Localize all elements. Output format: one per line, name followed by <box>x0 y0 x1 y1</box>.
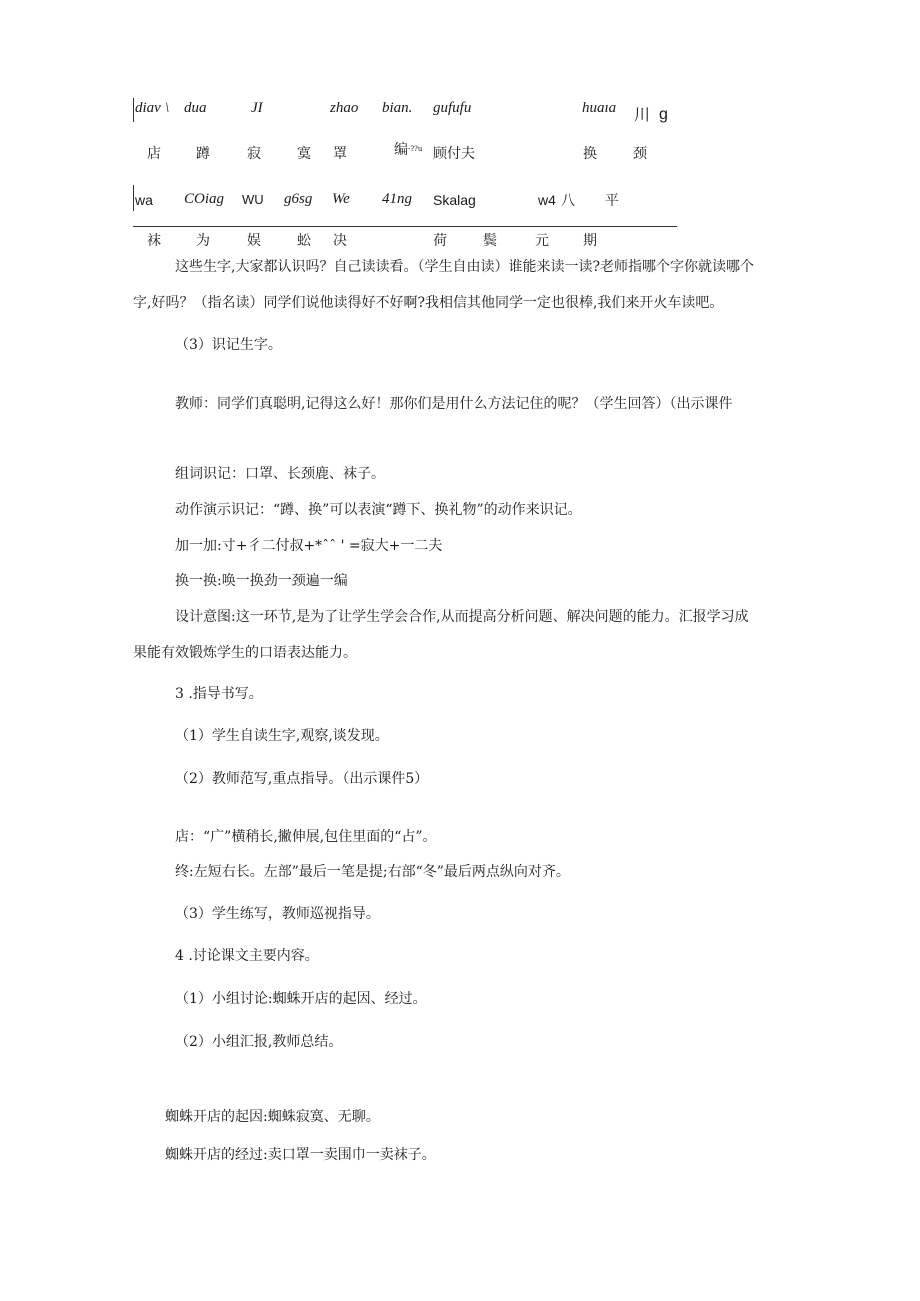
pinyin-cell: JI <box>251 100 263 116</box>
paragraph: （3）学生练写，教师巡视指导。 <box>175 906 380 922</box>
paragraph: 店：“广”横稍长,撇伸展,包住里面的“占”。 <box>175 829 437 845</box>
paragraph: 换一换:唤一换劲一颈遍一编 <box>175 573 348 589</box>
paragraph: 教师：同学们真聪明,记得这么好！那你们是用什么方法记住的呢？（学生回答）（出示课件 <box>175 396 733 412</box>
paragraph: 这些生字,大家都认识吗？自己读读看。（学生自由读）谁能来读一读?老师指哪个字你就读哪个 <box>175 259 754 275</box>
pinyin-cell: dua <box>184 100 207 116</box>
hanzi-cell: 鬓 <box>483 233 497 249</box>
table-left-border <box>133 98 134 122</box>
hanzi-cell: 寂 <box>247 146 261 162</box>
paragraph: 组词识记：口罩、长颈鹿、袜子。 <box>175 466 385 482</box>
paragraph: 蜘蛛开店的起因:蜘蛛寂寞、无聊。 <box>165 1109 380 1125</box>
hanzi-cell: 寞 <box>297 146 311 162</box>
table-left-border <box>133 185 134 211</box>
pinyin-cell: w4 <box>538 192 556 208</box>
section-heading: 3 .指导书写。 <box>175 686 263 702</box>
pinyin-cell: huaıa <box>582 100 617 116</box>
hanzi-cell: 期 <box>583 233 597 249</box>
paragraph: 加一加:寸+彳二付叔+*ˆˆ ' =寂大+一二夫 <box>175 538 443 554</box>
paragraph: 蜘蛛开店的经过:卖口罩一卖围巾一卖袜子。 <box>165 1147 436 1163</box>
hanzi-cell: 颈 <box>633 146 647 162</box>
pinyin-cell: g6sg <box>284 191 313 207</box>
hanzi-cell: 元 <box>535 233 549 249</box>
pinyin-cell: gufufu <box>433 100 472 116</box>
pinyin-cell: COiag <box>184 191 225 207</box>
hanzi-cell: 换 <box>583 146 597 162</box>
hanzi-cell: -??u <box>408 145 423 153</box>
hanzi-cell: 袜 <box>147 233 161 249</box>
pinyin-cell: 八 <box>561 193 575 209</box>
hanzi-cell: 蚣 <box>297 233 311 249</box>
hanzi-cell: 编 <box>394 142 408 158</box>
hanzi-cell: 蹲 <box>196 146 210 162</box>
paragraph: 终:左短右长。左部”最后一笔是提;右部“冬”最后两点纵向对齐。 <box>175 864 570 880</box>
pinyin-cell: g <box>659 106 668 123</box>
pinyin-cell: diav <box>135 100 161 116</box>
pinyin-cell: zhao <box>330 100 359 116</box>
paragraph: 果能有效锻炼学生的口语表达能力。 <box>133 645 357 661</box>
hanzi-cell: 为 <box>196 233 210 249</box>
paragraph: （2）小组汇报,教师总结。 <box>175 1034 343 1050</box>
paragraph: 动作演示识记：“蹲、换”可以表演“蹲下、换礼物”的动作来识记。 <box>175 502 582 518</box>
pinyin-cell: 川 <box>634 105 651 124</box>
paragraph: 字,好吗？（指名读）同学们说他读得好不好啊?我相信其他同学一定也很棒,我们来开火车读吧。 <box>133 295 724 311</box>
pinyin-cell: wa <box>135 192 153 208</box>
pinyin-cell: bian. <box>382 100 413 116</box>
paragraph: （3）识记生字。 <box>175 337 282 353</box>
pinyin-cell: 41ng <box>382 191 412 207</box>
pinyin-cell: 平 <box>605 193 619 209</box>
paragraph: （1）学生自读生字,观察,谈发现。 <box>175 728 389 744</box>
pinyin-cell: WU <box>242 192 264 207</box>
table-bottom-border <box>133 226 677 227</box>
pinyin-cell: \ <box>165 100 170 116</box>
hanzi-cell: 娱 <box>247 233 261 249</box>
hanzi-cell: 荷 <box>433 233 447 249</box>
hanzi-cell: 决 <box>333 233 347 249</box>
hanzi-cell: 顾付夫 <box>433 146 475 162</box>
hanzi-cell: 罩 <box>333 146 347 162</box>
pinyin-cell: We <box>332 191 350 207</box>
pinyin-cell: Skalag <box>433 192 476 208</box>
paragraph: （1）小组讨论:蜘蛛开店的起因、经过。 <box>175 991 427 1007</box>
section-heading: 4 .讨论课文主要内容。 <box>175 948 319 964</box>
paragraph: （2）教师范写,重点指导。（出示课件5） <box>175 771 429 787</box>
paragraph: 设计意图:这一环节,是为了让学生学会合作,从而提高分析问题、解决问题的能力。汇报学习成 <box>175 609 749 625</box>
hanzi-cell: 店 <box>147 146 161 162</box>
